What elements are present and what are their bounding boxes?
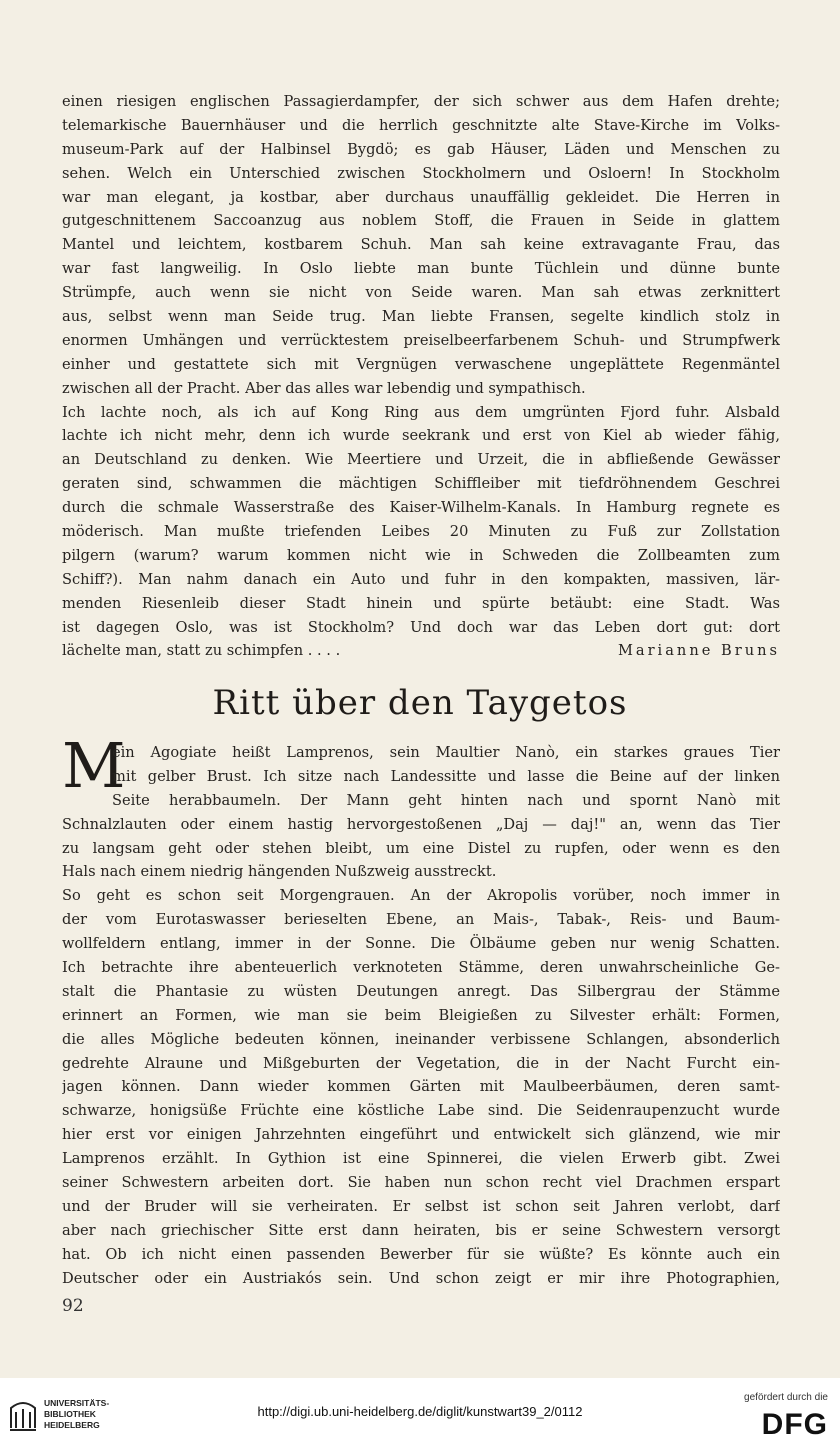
source-url-link[interactable]: http://digi.ub.uni-heidelberg.de/diglit/kunstwart39_2/0112 — [257, 1404, 583, 1419]
text-line: gedrehte Alraune und Mißgeburten der Vegetation, die in der Nacht Furcht ein- — [62, 1054, 780, 1072]
text-line: ist dagegen Oslo, was ist Stockholm? Und doch war das Leben dort gut: dort — [62, 618, 780, 636]
author-signature: Marianne Bruns — [617, 642, 780, 660]
library-name-line-1: UNIVERSITÄTS- — [44, 1398, 110, 1408]
text-line: wollfeldern entlang, immer in der Sonne. Die Ölbäume geben nur wenig Schatten. — [62, 935, 780, 953]
text-line: und der Bruder will sie verheiraten. Er selbst ist schon seit Jahren verlobt, darf — [62, 1197, 780, 1215]
text-line: So geht es schon seit Morgengrauen. An der Akropolis vorüber, noch immer in — [62, 887, 780, 905]
text-line: Schnalzlauten oder einem hastig hervorgestoßenen „Daj — daj!" an, wenn das Tier — [62, 815, 780, 833]
text-line: erinnert an Formen, wie man sie beim Bleigießen zu Silvester erhält: Formen, — [62, 1006, 780, 1024]
text-line: war man elegant, ja kostbar, aber durchaus unauffällig gekleidet. Die Herren in — [62, 188, 780, 206]
funding-note: gefördert durch die — [744, 1392, 828, 1403]
digitization-footer — [0, 1378, 840, 1447]
library-name-line-2: BIBLIOTHEK — [44, 1409, 96, 1419]
text-line: war fast langweilig. In Oslo liebte man bunte Tüchlein und dünne bunte — [62, 260, 780, 278]
text-line: jagen können. Dann wieder kommen Gärten mit Maulbeerbäumen, deren samt- — [62, 1078, 780, 1096]
closing-line — [62, 639, 780, 663]
paragraph-3 — [62, 813, 780, 885]
text-line: stalt die Phantasie zu wüsten Deutungen anregt. Das Silbergrau der Stämme — [62, 982, 780, 1000]
text-line: Seite herabbaumeln. Der Mann geht hinten nach und spornt Nanò mit — [112, 791, 780, 809]
text-line: seiner Schwestern arbeiten dort. Sie haben nun schon recht viel Drachmen erspart — [62, 1174, 780, 1192]
article-end-marianne-bruns — [62, 90, 780, 663]
text-line: ein Agogiate heißt Lamprenos, sein Maultier Nanò, ein starkes graues Tier — [112, 744, 780, 761]
text-line: aber nach griechischer Sitte erst dann heiraten, bis er seine Schwestern versorgt — [62, 1221, 780, 1239]
text-line: einher und gestattete sich mit Vergnügen verwaschene ungeplättete Regenmäntel — [62, 355, 780, 373]
text-line: geraten sind, schwammen die mächtigen Schiffleiber mit tiefdröhnendem Geschrei — [62, 475, 780, 493]
drop-cap: M — [62, 729, 126, 802]
text-line: telemarkische Bauernhäuser und die herrlich geschnitzte alte Stave-Kirche im Volks- — [62, 116, 780, 134]
text-line: hat. Ob ich nicht einen passenden Bewerber für sie wüßte? Es könnte auch ein — [62, 1245, 780, 1263]
dropcap-paragraph-lines — [112, 741, 780, 813]
text-line: hier erst vor einigen Jahrzehnten eingeführt und entwickelt sich glänzend, wie mir — [62, 1126, 780, 1144]
closing-text: lächelte man, statt zu schimpfen . . . . — [62, 642, 341, 660]
text-line: menden Riesenleib dieser Stadt hinein und spürte betäubt: eine Stadt. Was — [62, 594, 780, 612]
text-line: mit gelber Brust. Ich sitze nach Landessitte und lasse die Beine auf der linken — [112, 767, 780, 785]
text-line: der vom Eurotaswasser berieselten Ebene, an Mais-, Tabak-, Reis- und Baum- — [62, 911, 780, 929]
dfg-logo: DFG — [761, 1408, 828, 1441]
page-number: 92 — [62, 1296, 84, 1316]
text-line: möderisch. Man mußte triefenden Leibes 20 Minuten zu Fuß zur Zollstation — [62, 523, 780, 541]
text-line: enormen Umhängen und verrücktestem preiselbeerfarbenem Schuh- und Strumpfwerk — [62, 331, 780, 349]
text-line: lachte ich nicht mehr, denn ich wurde seekrank und erst von Kiel ab wieder fähig, — [62, 427, 780, 445]
text-line: Hals nach einem niedrig hängenden Nußzweig ausstreckt. — [62, 863, 497, 881]
text-line: zu langsam geht oder stehen bleibt, um eine Distel zu rupfen, oder wenn es den — [62, 839, 780, 857]
text-line: Ich lachte noch, als ich auf Kong Ring aus dem umgrünten Fjord fuhr. Alsbald — [62, 403, 780, 421]
article-heading: Ritt über den Taygetos — [212, 683, 628, 723]
library-name-line-3: HEIDELBERG — [44, 1420, 100, 1430]
text-line: durch die schmale Wasserstraße des Kaiser-Wilhelm-Kanals. In Hamburg regnete es — [62, 499, 780, 517]
dropcap-lines — [112, 741, 780, 813]
text-line: Schiff?). Man nahm danach ein Auto und fuhr in den kompakten, massiven, lär- — [62, 570, 780, 588]
paragraph-2 — [62, 401, 780, 640]
text-line: pilgern (warum? warum kommen nicht wie in Schweden die Zollbeamten zum — [62, 546, 780, 564]
text-line: Strümpfe, auch wenn sie nicht von Seide waren. Man sah etwas zerknittert — [62, 284, 780, 302]
paragraph-1 — [62, 90, 780, 401]
text-line: zwischen all der Pracht. Aber das alles war lebendig und sympathisch. — [62, 379, 586, 397]
article-body-taygetos — [62, 813, 780, 1291]
text-line: an Deutschland zu denken. Wie Meertiere und Urzeit, die in abfließende Gewässer — [62, 451, 780, 469]
text-line: einen riesigen englischen Passagierdampfer, der sich schwer aus dem Hafen drehte; — [62, 93, 780, 110]
text-line: schwarze, honigsüße Früchte eine köstliche Labe sind. Die Seidenraupenzucht wurde — [62, 1102, 780, 1120]
text-line: die alles Mögliche bedeuten können, ineinander verbissene Schlangen, absonderlich — [62, 1030, 780, 1048]
text-line: aus, selbst wenn man Seide trug. Man liebte Fransen, segelte kindlich stolz in — [62, 308, 780, 326]
text-line: Ich betrachte ihre abenteuerlich verknoteten Stämme, deren unwahrscheinliche Ge- — [62, 959, 780, 977]
text-line: Mantel und leichtem, kostbarem Schuh. Man sah keine extravagante Frau, das — [62, 236, 780, 254]
text-line: Deutscher oder ein Austriakós sein. Und schon zeigt er mir ihre Photographien, — [62, 1269, 780, 1287]
text-line: Lamprenos erzählt. In Gythion ist eine Spinnerei, die vielen Erwerb gibt. Zwei — [62, 1150, 780, 1168]
text-line: sehen. Welch ein Unterschied zwischen Stockholmern und Osloern! In Stockholm — [62, 164, 780, 182]
text-line: museum-Park auf der Halbinsel Bygdö; es gab Häuser, Läden und Menschen zu — [62, 140, 780, 158]
text-line: gutgeschnittenem Saccoanzug aus noblem Stoff, die Frauen in Seide in glattem — [62, 212, 780, 230]
paragraph-4 — [62, 884, 780, 1290]
